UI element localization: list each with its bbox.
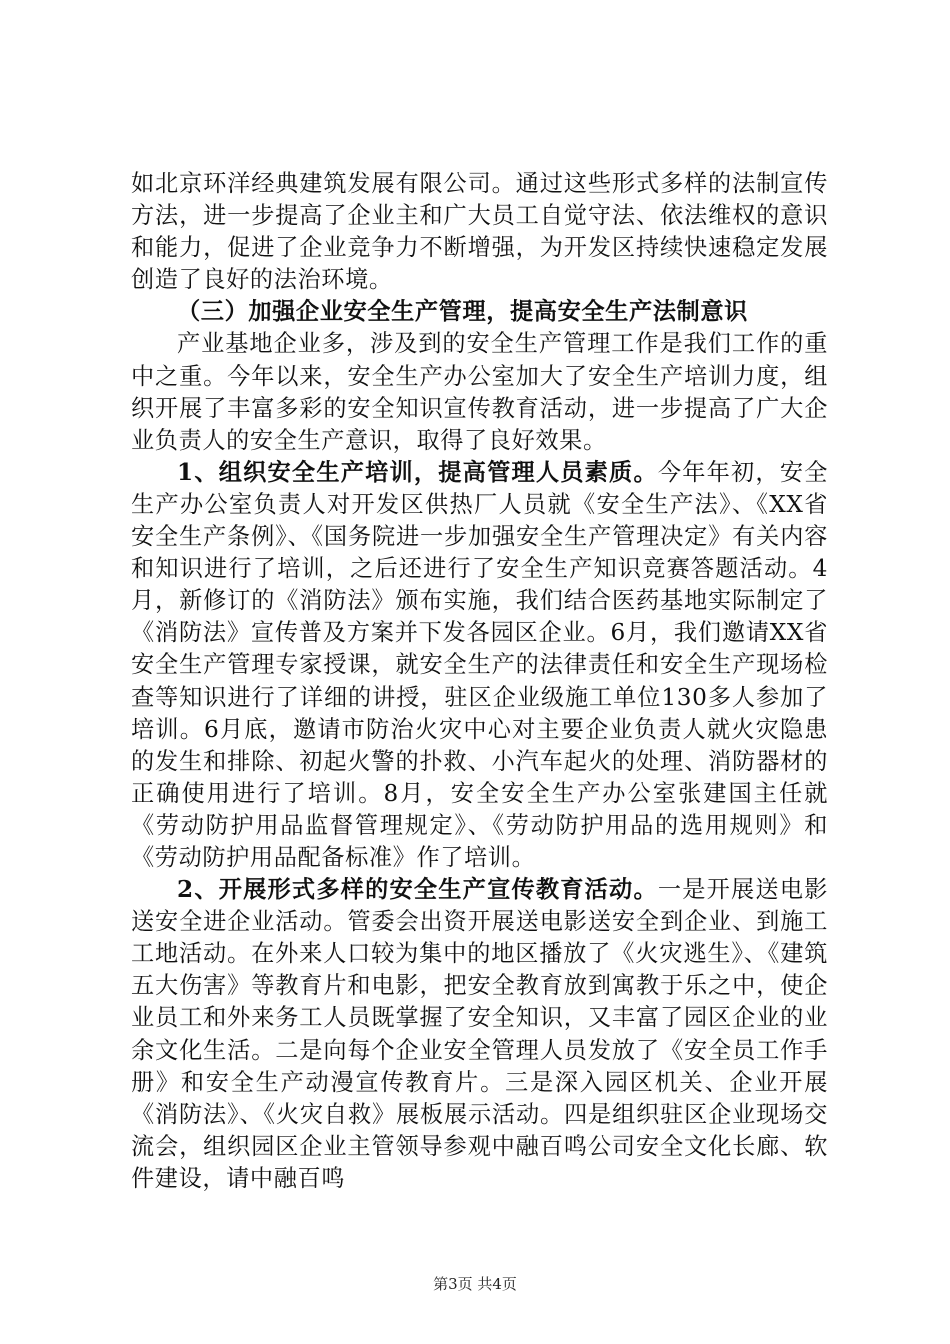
item-1-lead: 1、组织安全生产培训，提高管理人员素质。	[177, 458, 658, 486]
paragraph-item-2	[131, 874, 828, 1195]
item-1-body: 今年年初，安全生产办公室负责人对开发区供热厂人员就《安全生产法》、《XX省安全生产条例》、《国务院进一步加强安全生产管理决定》有关内容和知识进行了培训，之后还进行了安全生产知识竞赛答题活动。4月，新修订的《消防法》颁布实施，我们结合医药基地实际制定了《消防法》宣传普及方案并下发各园区企业。6月，我们邀请XX省安全生产管理专家授课，就安全生产的法律责任和安全生产现场检查等知识进行了详细的讲授，驻区企业级施工单位130多人参加了培训。6月底，邀请市防治火灾中心对主要企业负责人就火灾隐患的发生和排除、初起火警的扑救、小汽车起火的处理、消防器材的正确使用进行了培训。8月，安全安全生产办公室张建国主任就《劳动防护用品监督管理规定》、《劳动防护用品的选用规则》和《劳动防护用品配备标准》作了培训。	[131, 458, 828, 871]
section-heading: （三）加强企业安全生产管理，提高安全生产法制意识	[177, 298, 748, 326]
page-number-footer: 第3页 共4页	[433, 1275, 517, 1293]
paragraph-item-1	[131, 457, 828, 874]
document-body	[131, 168, 828, 1195]
paragraph-continued: 如北京环洋经典建筑发展有限公司。通过这些形式多样的法制宣传方法，进一步提高了企业主和广大员工自觉守法、依法维权的意识和能力，促进了企业竞争力不断增强，为开发区持续快速稳定发展创造了良好的法治环境。	[131, 170, 828, 294]
item-2-body: 一是开展送电影送安全进企业活动。管委会出资开展送电影送安全到企业、到施工工地活动。在外来人口较为集中的地区播放了《火灾逃生》、《建筑五大伤害》等教育片和电影，把安全教育放到寓教于乐之中，使企业员工和外来务工人员既掌握了安全知识，又丰富了园区企业的业余文化生活。二是向每个企业安全管理人员发放了《安全员工作手册》和安全生产动漫宣传教育片。三是深入园区机关、企业开展《消防法》、《火灾自救》展板展示活动。四是组织驻区企业现场交流会，组织园区企业主管领导参观中融百鸣公司安全文化长廊、软件建设，请中融百鸣	[131, 876, 828, 1192]
paragraph-intro: 产业基地企业多，涉及到的安全生产管理工作是我们工作的重中之重。今年以来，安全生产办公室加大了安全生产培训力度，组织开展了丰富多彩的安全知识宣传教育活动，进一步提高了广大企业负责人的安全生产意识，取得了良好效果。	[131, 330, 828, 454]
item-2-lead: 2、开展形式多样的安全生产宣传教育活动。	[177, 876, 658, 904]
